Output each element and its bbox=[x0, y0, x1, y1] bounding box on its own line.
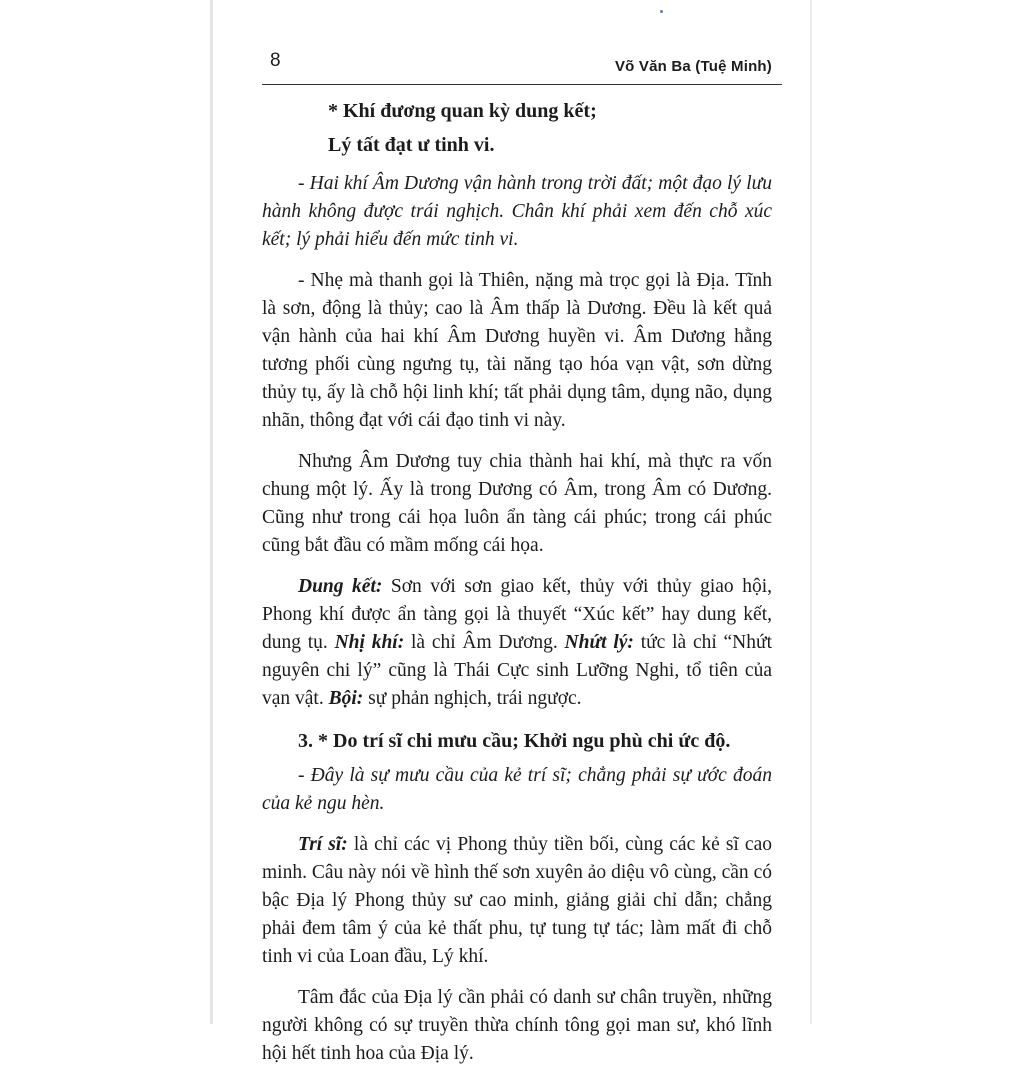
page-left-edge bbox=[210, 0, 213, 1024]
page-body bbox=[262, 96, 772, 1081]
glossary-text: tức là chỉ “Nhứt nguyên chi lý” cũng là Thái Cực sinh Lưỡng Nghi, tổ tiên của vạn vật. bbox=[262, 632, 773, 709]
glossary-text: Sơn với sơn giao kết, thủy với thủy giao hội, Phong khí được ẩn tàng gọi là thuyết “Xúc kết” hay dung kết, dung tụ. bbox=[262, 576, 772, 653]
paragraph-explanation: - Nhẹ mà thanh gọi là Thiên, nặng mà trọc gọi là Địa. Tĩnh là sơn, động là thủy; cao là Âm thấp là Dương. Đều là kết quả vận hành của hai khí Âm Dương huyền vi. Âm Dương hằng tương phối cùng ngưng tụ, tài năng tạo hóa vạn vật, sơn dừng thủy tụ, ấy là chỗ hội linh khí; tất phải dụng tâm, dụng não, dụng nhãn, thông đạt với cái đạo tinh vi này. bbox=[262, 270, 772, 431]
glossary-text: là chỉ Âm Dương. bbox=[404, 632, 565, 653]
paragraph-translation: - Hai khí Âm Dương vận hành trong trời đất; một đạo lý lưu hành không được trái nghịch. Chân khí phải xem đến chỗ xúc kết; lý phải hiểu đến mức tinh vi. bbox=[262, 173, 772, 250]
glossary-term-nhi-khi: Nhị khí: bbox=[334, 632, 405, 653]
glossary-term-nhut-ly: Nhứt lý: bbox=[564, 632, 634, 653]
page-right-edge bbox=[810, 0, 812, 1024]
verse-line-2: Lý tất đạt ư tinh vi. bbox=[328, 134, 495, 156]
glossary-text: là chỉ các vị Phong thủy tiền bối, cùng các kẻ sĩ cao minh. Câu này nói về hình thế sơn xuyên ảo diệu vô cùng, cần có bậc Địa lý Phong thủy sư cao minh, giảng giải chỉ dẫn; chẳng phải đem tâm ý của kẻ thất phu, tự tung tự tác; làm mất đi chỗ tinh vi của Loan đầu, Lý khí. bbox=[262, 834, 772, 967]
verse-line-1: * Khí đương quan kỳ dung kết; bbox=[328, 100, 597, 122]
glossary-term-boi: Bội: bbox=[328, 688, 364, 709]
section-heading-3: 3. * Do trí sĩ chi mưu cầu; Khởi ngu phù chi ức độ. bbox=[298, 730, 731, 752]
paragraph-am-duong: Nhưng Âm Dương tuy chia thành hai khí, mà thực ra vốn chung một lý. Ấy là trong Dương có Âm, trong Âm có Dương. Cũng như trong cái họa luôn ẩn tàng cái phúc; trong cái phúc cũng bắt đầu có mầm mống cái họa. bbox=[262, 451, 772, 556]
ink-dot bbox=[660, 10, 663, 13]
glossary-term-dung-ket: Dung kết: bbox=[298, 576, 383, 597]
verse-quote bbox=[262, 96, 772, 160]
running-title: Võ Văn Ba (Tuệ Minh) bbox=[614, 58, 772, 75]
paragraph-glossary bbox=[262, 573, 772, 713]
glossary-text: sự phản nghịch, trái ngược. bbox=[363, 688, 582, 709]
glossary-term-tri-si: Trí sĩ: bbox=[298, 834, 348, 855]
page-header bbox=[262, 50, 782, 85]
paragraph-tri-si bbox=[262, 831, 772, 971]
paragraph-tam-dac: Tâm đắc của Địa lý cần phải có danh sư chân truyền, những người không có sự truyền thừa chính tông gọi man sư, khó lĩnh hội hết tinh hoa của Địa lý. bbox=[262, 987, 772, 1064]
page-number: 8 bbox=[270, 50, 281, 71]
paragraph-translation-3: - Đây là sự mưu cầu của kẻ trí sĩ; chẳng phải sự ước đoán của kẻ ngu hèn. bbox=[262, 765, 772, 814]
